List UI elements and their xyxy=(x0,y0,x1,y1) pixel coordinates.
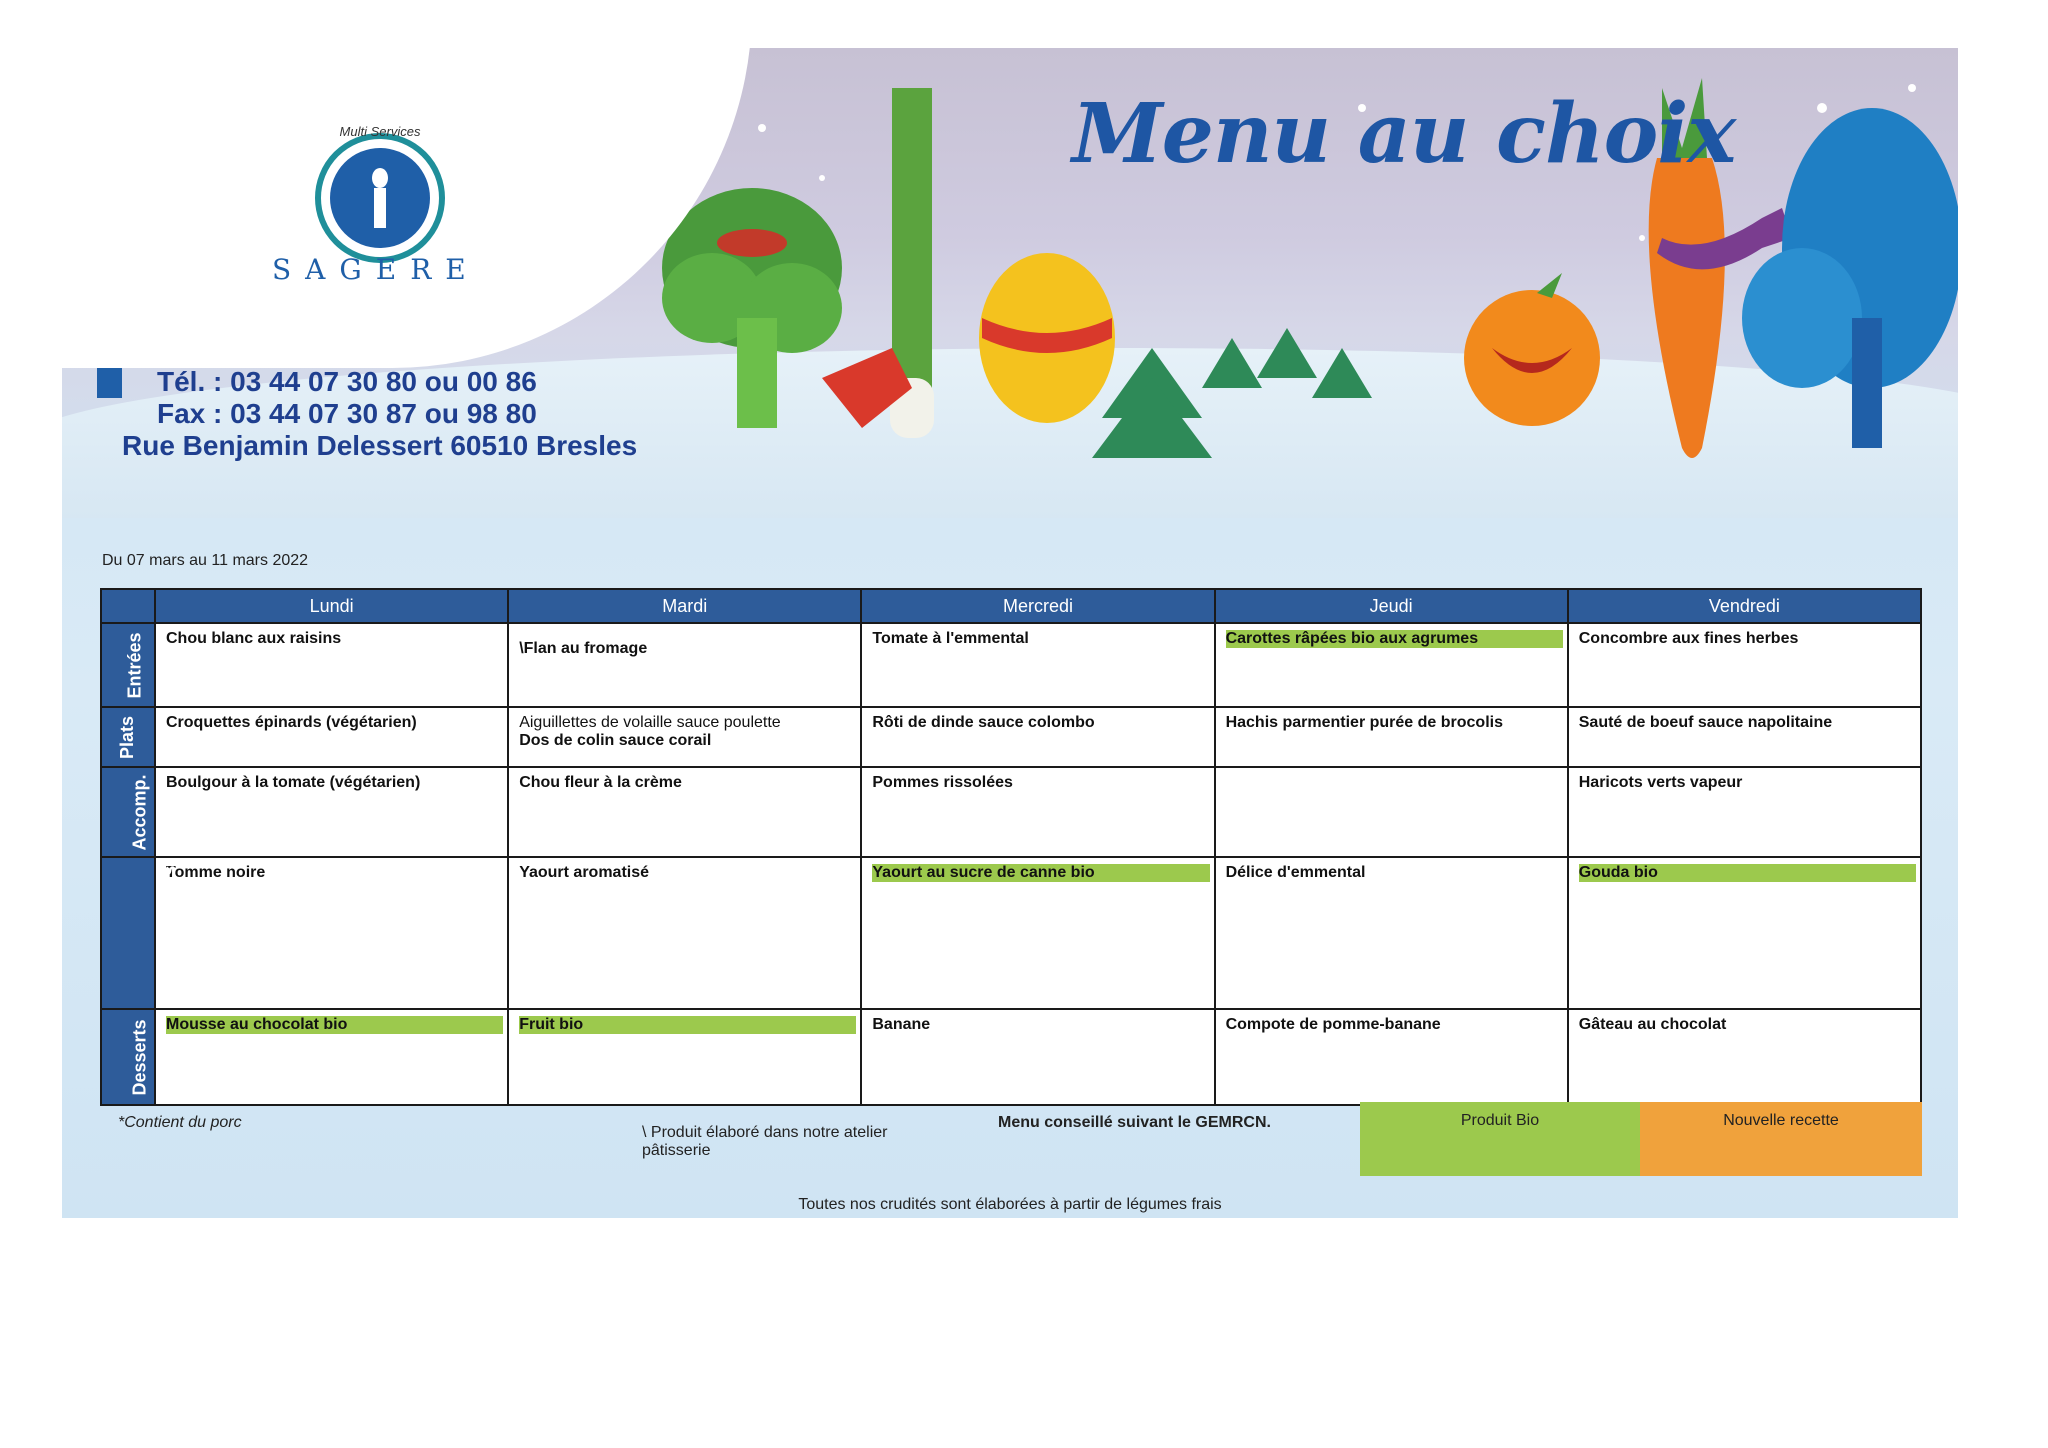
menu-cell xyxy=(861,857,1214,1009)
bio-highlight: Gouda bio xyxy=(1579,864,1916,882)
menu-cell xyxy=(508,1009,861,1105)
menu-cell: Croquettes épinards (végétarien) xyxy=(155,707,508,767)
menu-cell: Chou fleur à la crème xyxy=(508,767,861,857)
table-row xyxy=(101,1009,1921,1105)
day-header-row xyxy=(101,589,1921,623)
bio-highlight: Yaourt au sucre de canne bio xyxy=(872,864,1209,882)
menu-cell: Concombre aux fines herbes xyxy=(1568,623,1921,707)
day-header: Mercredi xyxy=(861,589,1214,623)
day-header: Lundi xyxy=(155,589,508,623)
menu-cell xyxy=(508,707,861,767)
menu-cell xyxy=(1215,623,1568,707)
fax-number: Fax : 03 44 07 30 87 ou 98 80 xyxy=(157,398,537,429)
gemrcn-note: Menu conseillé suivant le GEMRCN. xyxy=(998,1114,1271,1131)
row-label-produits-laitiers: Produits laitiers xyxy=(101,857,155,1009)
row-label-plats: Plats xyxy=(101,707,155,767)
menu-cell: Tomate à l'emmental xyxy=(861,623,1214,707)
menu-cell xyxy=(1568,857,1921,1009)
bio-highlight: Carottes râpées bio aux agrumes xyxy=(1226,630,1563,648)
legend-bio: Produit Bio xyxy=(1360,1102,1640,1176)
menu-cell: Tomme noire xyxy=(155,857,508,1009)
pastry-note: \ Produit élaboré dans notre atelier pâtisserie xyxy=(642,1124,888,1159)
day-header: Vendredi xyxy=(1568,589,1921,623)
row-label-desserts: Desserts xyxy=(101,1009,155,1105)
page-title: Menu au choix xyxy=(1072,86,1736,182)
menu-cell-text: Flan au fromage xyxy=(523,640,648,657)
menu-period: Du 07 mars au 11 mars 2022 xyxy=(102,552,309,569)
menu-cell: Délice d'emmental xyxy=(1215,857,1568,1009)
menu-cell: Hachis parmentier purée de brocolis xyxy=(1215,707,1568,767)
logo-text: SAGERE xyxy=(272,253,480,286)
bio-highlight: Mousse au chocolat bio xyxy=(166,1016,503,1034)
pastry-icon: \ xyxy=(519,640,524,657)
bio-highlight: Fruit bio xyxy=(519,1016,856,1034)
menu-cell: Chou blanc aux raisins xyxy=(155,623,508,707)
logo-subtext: Multi Services xyxy=(339,124,421,139)
menu-cell-text: Dos de colin sauce corail xyxy=(519,732,712,749)
row-label-accomp: Accomp. xyxy=(101,767,155,857)
pastry-icon: \ xyxy=(642,1124,651,1141)
contact-block xyxy=(122,366,637,462)
table-row xyxy=(101,857,1921,1009)
menu-cell: Gâteau au chocolat xyxy=(1568,1009,1921,1105)
menu-cell xyxy=(155,1009,508,1105)
legend-new-recipe: Nouvelle recette xyxy=(1640,1102,1922,1176)
menu-cell: Rôti de dinde sauce colombo xyxy=(861,707,1214,767)
pork-note: *Contient du porc xyxy=(118,1114,242,1131)
menu-cell xyxy=(1215,767,1568,857)
table-row xyxy=(101,707,1921,767)
menu-sheet xyxy=(62,48,1958,1218)
row-label-entrees: Entrées xyxy=(101,623,155,707)
winter-banner xyxy=(62,48,1958,518)
table-row xyxy=(101,623,1921,707)
menu-cell: Boulgour à la tomate (végétarien) xyxy=(155,767,508,857)
sagere-logo xyxy=(290,118,470,318)
crudites-note: Toutes nos crudités sont élaborées à partir de légumes frais xyxy=(798,1196,1222,1213)
menu-cell: Haricots verts vapeur xyxy=(1568,767,1921,857)
corner-cell xyxy=(101,589,155,623)
day-header: Jeudi xyxy=(1215,589,1568,623)
menu-cell: Compote de pomme-banane xyxy=(1215,1009,1568,1105)
menu-cell xyxy=(508,623,861,707)
menu-cell: Pommes rissolées xyxy=(861,767,1214,857)
menu-table xyxy=(100,588,1922,1106)
phone-number: Tél. : 03 44 07 30 80 ou 00 86 xyxy=(157,366,537,397)
table-row xyxy=(101,767,1921,857)
day-header: Mardi xyxy=(508,589,861,623)
address: Rue Benjamin Delessert 60510 Bresles xyxy=(122,430,638,461)
menu-cell: Banane xyxy=(861,1009,1214,1105)
menu-cell: Yaourt aromatisé xyxy=(508,857,861,1009)
menu-cell-text: Aiguillettes de volaille sauce poulette xyxy=(519,714,781,731)
menu-cell: Sauté de boeuf sauce napolitaine xyxy=(1568,707,1921,767)
